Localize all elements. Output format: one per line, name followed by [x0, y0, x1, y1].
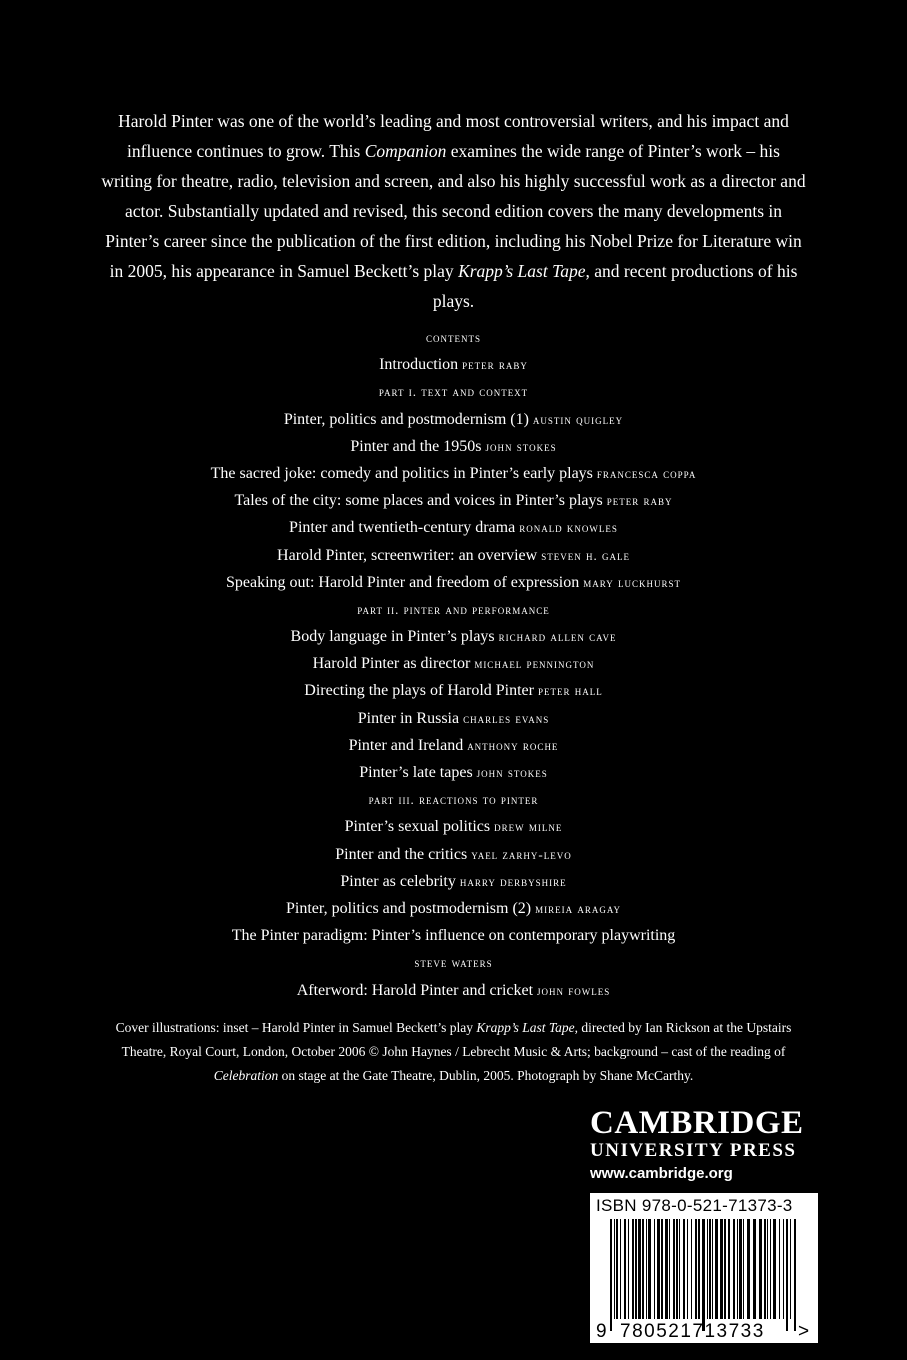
- entry-author: richard allen cave: [498, 629, 617, 645]
- contents-author: steve waters: [414, 955, 493, 971]
- entry-title: Harold Pinter as director: [312, 655, 471, 673]
- publisher-logo: [590, 1106, 830, 1184]
- contents-entry: [60, 514, 847, 541]
- entry-title: The Pinter paradigm: Pinter’s influence on contemporary playwriting: [231, 927, 676, 945]
- barcode-bar: [695, 1219, 697, 1319]
- entry-author: anthony roche: [467, 737, 559, 753]
- contents-entry: [60, 433, 847, 460]
- barcode-bar: [642, 1219, 644, 1319]
- publisher-url: www.cambridge.org: [590, 1165, 733, 1182]
- blurb-text-2: examines the wide range of Pinter’s work – his writing for theatre, radio, television and screen, and also his highly successful work as a director and actor. Substantially updated and revised, this second edition covers the many developments in Pinter’s career since the publication of the first edition, including his Nobel Prize for Literature win in 2005, his appearance in Samuel Beckett’s play: [101, 141, 806, 281]
- barcode-bar: [635, 1219, 637, 1319]
- entry-author: john fowles: [537, 982, 611, 998]
- credits-text-2: , directed by Ian Rickson at the Upstairs Theatre, Royal Court, London, October 2006 © John Haynes / Lebrecht Music & Arts; background – cast of the reading of: [121, 1020, 792, 1059]
- contents-entry: [60, 542, 847, 569]
- entry-title: Pinter and the critics: [335, 845, 468, 863]
- barcode-bar: [691, 1219, 692, 1319]
- barcode-bar: [610, 1219, 612, 1331]
- part-heading: part ii. pinter and performance: [357, 601, 550, 617]
- part-heading: part i. text and context: [378, 384, 529, 400]
- isbn-label: ISBN 978-0-521-71373-3: [596, 1196, 793, 1215]
- isbn-barcode: [590, 1193, 818, 1343]
- publisher-press: UNIVERSITY PRESS: [590, 1140, 797, 1161]
- entry-title: Harold Pinter, screenwriter: an overview: [277, 546, 538, 564]
- contents-entry: [60, 841, 847, 868]
- barcode-arrow: >: [798, 1321, 810, 1342]
- barcode-bar: [759, 1219, 762, 1319]
- blurb-companion: Companion: [364, 141, 447, 161]
- description-blurb: [100, 106, 807, 316]
- barcode-bar: [648, 1219, 651, 1319]
- contents-heading: contents: [426, 330, 481, 345]
- barcode-bar: [702, 1219, 705, 1331]
- barcode-bar: [739, 1219, 742, 1319]
- barcode-bar: [654, 1219, 655, 1319]
- entry-author: michael pennington: [474, 656, 595, 672]
- barcode-bar: [632, 1219, 634, 1319]
- barcode-bar: [620, 1219, 621, 1319]
- credits-celebration-title: Celebration: [213, 1068, 279, 1083]
- entry-title: The sacred joke: comedy and politics in Pinter’s early plays: [210, 464, 593, 482]
- entry-author: mary luckhurst: [583, 574, 681, 590]
- entry-author: mireia aragay: [535, 900, 622, 916]
- contents-entry: [60, 623, 847, 650]
- barcode-bar: [669, 1219, 670, 1319]
- barcode-bar: [628, 1219, 629, 1319]
- contents-entry: [60, 922, 847, 949]
- contents-entry: [60, 569, 847, 596]
- barcode-first-digit: 9: [596, 1321, 607, 1342]
- barcode-bar: [728, 1219, 730, 1319]
- entry-author: drew milne: [494, 819, 563, 835]
- credits-text-3: on stage at the Gate Theatre, Dublin, 2005. Photograph by Shane McCarthy.: [278, 1068, 694, 1083]
- barcode-bar: [764, 1219, 766, 1319]
- barcode-bar: [614, 1219, 615, 1319]
- barcode-bar: [779, 1219, 780, 1319]
- entry-title: Afterword: Harold Pinter and cricket: [296, 981, 534, 999]
- entry-author: austin quigley: [532, 411, 624, 427]
- entry-author: john stokes: [485, 438, 557, 454]
- contents-entry: [60, 351, 847, 378]
- contents-entry: [60, 460, 847, 487]
- barcode-bar: [709, 1219, 711, 1319]
- entry-title: Pinter, politics and postmodernism (2): [285, 899, 532, 917]
- barcode-bar: [683, 1219, 685, 1319]
- credits-text-1: Cover illustrations: inset – Harold Pinter in Samuel Beckett’s play: [115, 1020, 477, 1035]
- entry-author: yael zarhy-levo: [471, 846, 572, 862]
- blurb-text-3: , and recent productions of his plays.: [432, 261, 798, 311]
- barcode-bar: [733, 1219, 735, 1319]
- blurb-text-1: Harold Pinter was one of the world’s leading and most controversial writers, and his impact and influence continues to grow. This: [118, 111, 789, 161]
- entry-title: Pinter in Russia: [357, 709, 460, 727]
- barcode-bar: [767, 1219, 768, 1319]
- barcode-bar: [679, 1219, 680, 1319]
- entry-title: Pinter’s sexual politics: [344, 818, 491, 836]
- barcode-bar: [770, 1219, 771, 1319]
- contents-entry: [60, 677, 847, 704]
- entry-title: Pinter’s late tapes: [359, 764, 473, 781]
- barcode-bar: [676, 1219, 678, 1319]
- barcode-bar: [786, 1219, 788, 1331]
- contents-entry: [60, 813, 847, 840]
- contents-entry: [60, 868, 847, 895]
- part-heading: part iii. reactions to pinter: [368, 792, 539, 808]
- barcode-bar: [747, 1219, 750, 1319]
- entry-title: Pinter, politics and postmodernism (1): [283, 410, 529, 428]
- entry-author: ronald knowles: [519, 520, 618, 536]
- barcode-bar: [712, 1219, 713, 1319]
- entry-author: peter raby: [462, 357, 528, 373]
- barcode-bar: [638, 1219, 641, 1319]
- entry-title: Pinter and the 1950s: [350, 437, 482, 455]
- barcode-bar: [715, 1219, 718, 1319]
- barcode-bar: [661, 1219, 663, 1319]
- entry-title: Speaking out: Harold Pinter and freedom of expression: [225, 573, 580, 591]
- entry-author: peter hall: [537, 683, 603, 699]
- contents-entry: [60, 406, 847, 433]
- barcode-bar: [783, 1219, 784, 1319]
- publisher-name: CAMBRIDGE: [590, 1105, 804, 1141]
- entry-title: Tales of the city: some places and voices in Pinter’s plays: [234, 492, 603, 510]
- barcode-bar: [790, 1219, 791, 1319]
- cover-credits: [100, 1016, 807, 1088]
- barcode-bar: [687, 1219, 688, 1319]
- contents-entry: [60, 759, 847, 786]
- contents-entry: [60, 732, 847, 759]
- barcode-bar: [773, 1219, 776, 1319]
- entry-author: harry derbyshire: [459, 873, 567, 889]
- entry-title: Pinter and Ireland: [348, 736, 464, 754]
- barcode-bar: [724, 1219, 726, 1319]
- barcode-bar: [665, 1219, 668, 1319]
- barcode-bar: [657, 1219, 660, 1319]
- barcode-bar: [698, 1219, 700, 1319]
- barcode-bar: [743, 1219, 744, 1319]
- barcode-bar: [737, 1219, 738, 1319]
- barcode-bar: [646, 1219, 647, 1319]
- barcode-bar: [707, 1219, 708, 1319]
- entry-title: Pinter as celebrity: [340, 872, 456, 890]
- entry-author: john stokes: [476, 765, 548, 780]
- contents-entry: [60, 650, 847, 677]
- entry-author: steven h. gale: [541, 547, 630, 563]
- barcode-bar: [720, 1219, 723, 1319]
- entry-author: peter raby: [606, 493, 673, 509]
- barcode-digit-string: 780521713733: [620, 1321, 765, 1342]
- entry-author: francesca coppa: [596, 465, 697, 481]
- contents-entry: [60, 977, 847, 1004]
- contents-entry: [60, 487, 847, 514]
- barcode-bar: [616, 1219, 618, 1319]
- contents-list: [60, 324, 847, 1004]
- blurb-krapp-title: Krapp’s Last Tape: [458, 261, 586, 281]
- credits-krapp-title: Krapp’s Last Tape: [476, 1020, 575, 1035]
- barcode-bar: [794, 1219, 796, 1331]
- entry-title: Introduction: [379, 356, 459, 374]
- barcode-bar: [673, 1219, 675, 1319]
- barcode-bar: [753, 1219, 756, 1319]
- entry-title: Pinter and twentieth-century drama: [289, 519, 516, 537]
- entry-title: Body language in Pinter’s plays: [290, 628, 495, 646]
- barcode-bar: [624, 1219, 626, 1319]
- contents-entry: [60, 705, 847, 732]
- contents-entry: [60, 895, 847, 922]
- entry-title: Directing the plays of Harold Pinter: [304, 682, 534, 700]
- entry-author: charles evans: [463, 710, 550, 726]
